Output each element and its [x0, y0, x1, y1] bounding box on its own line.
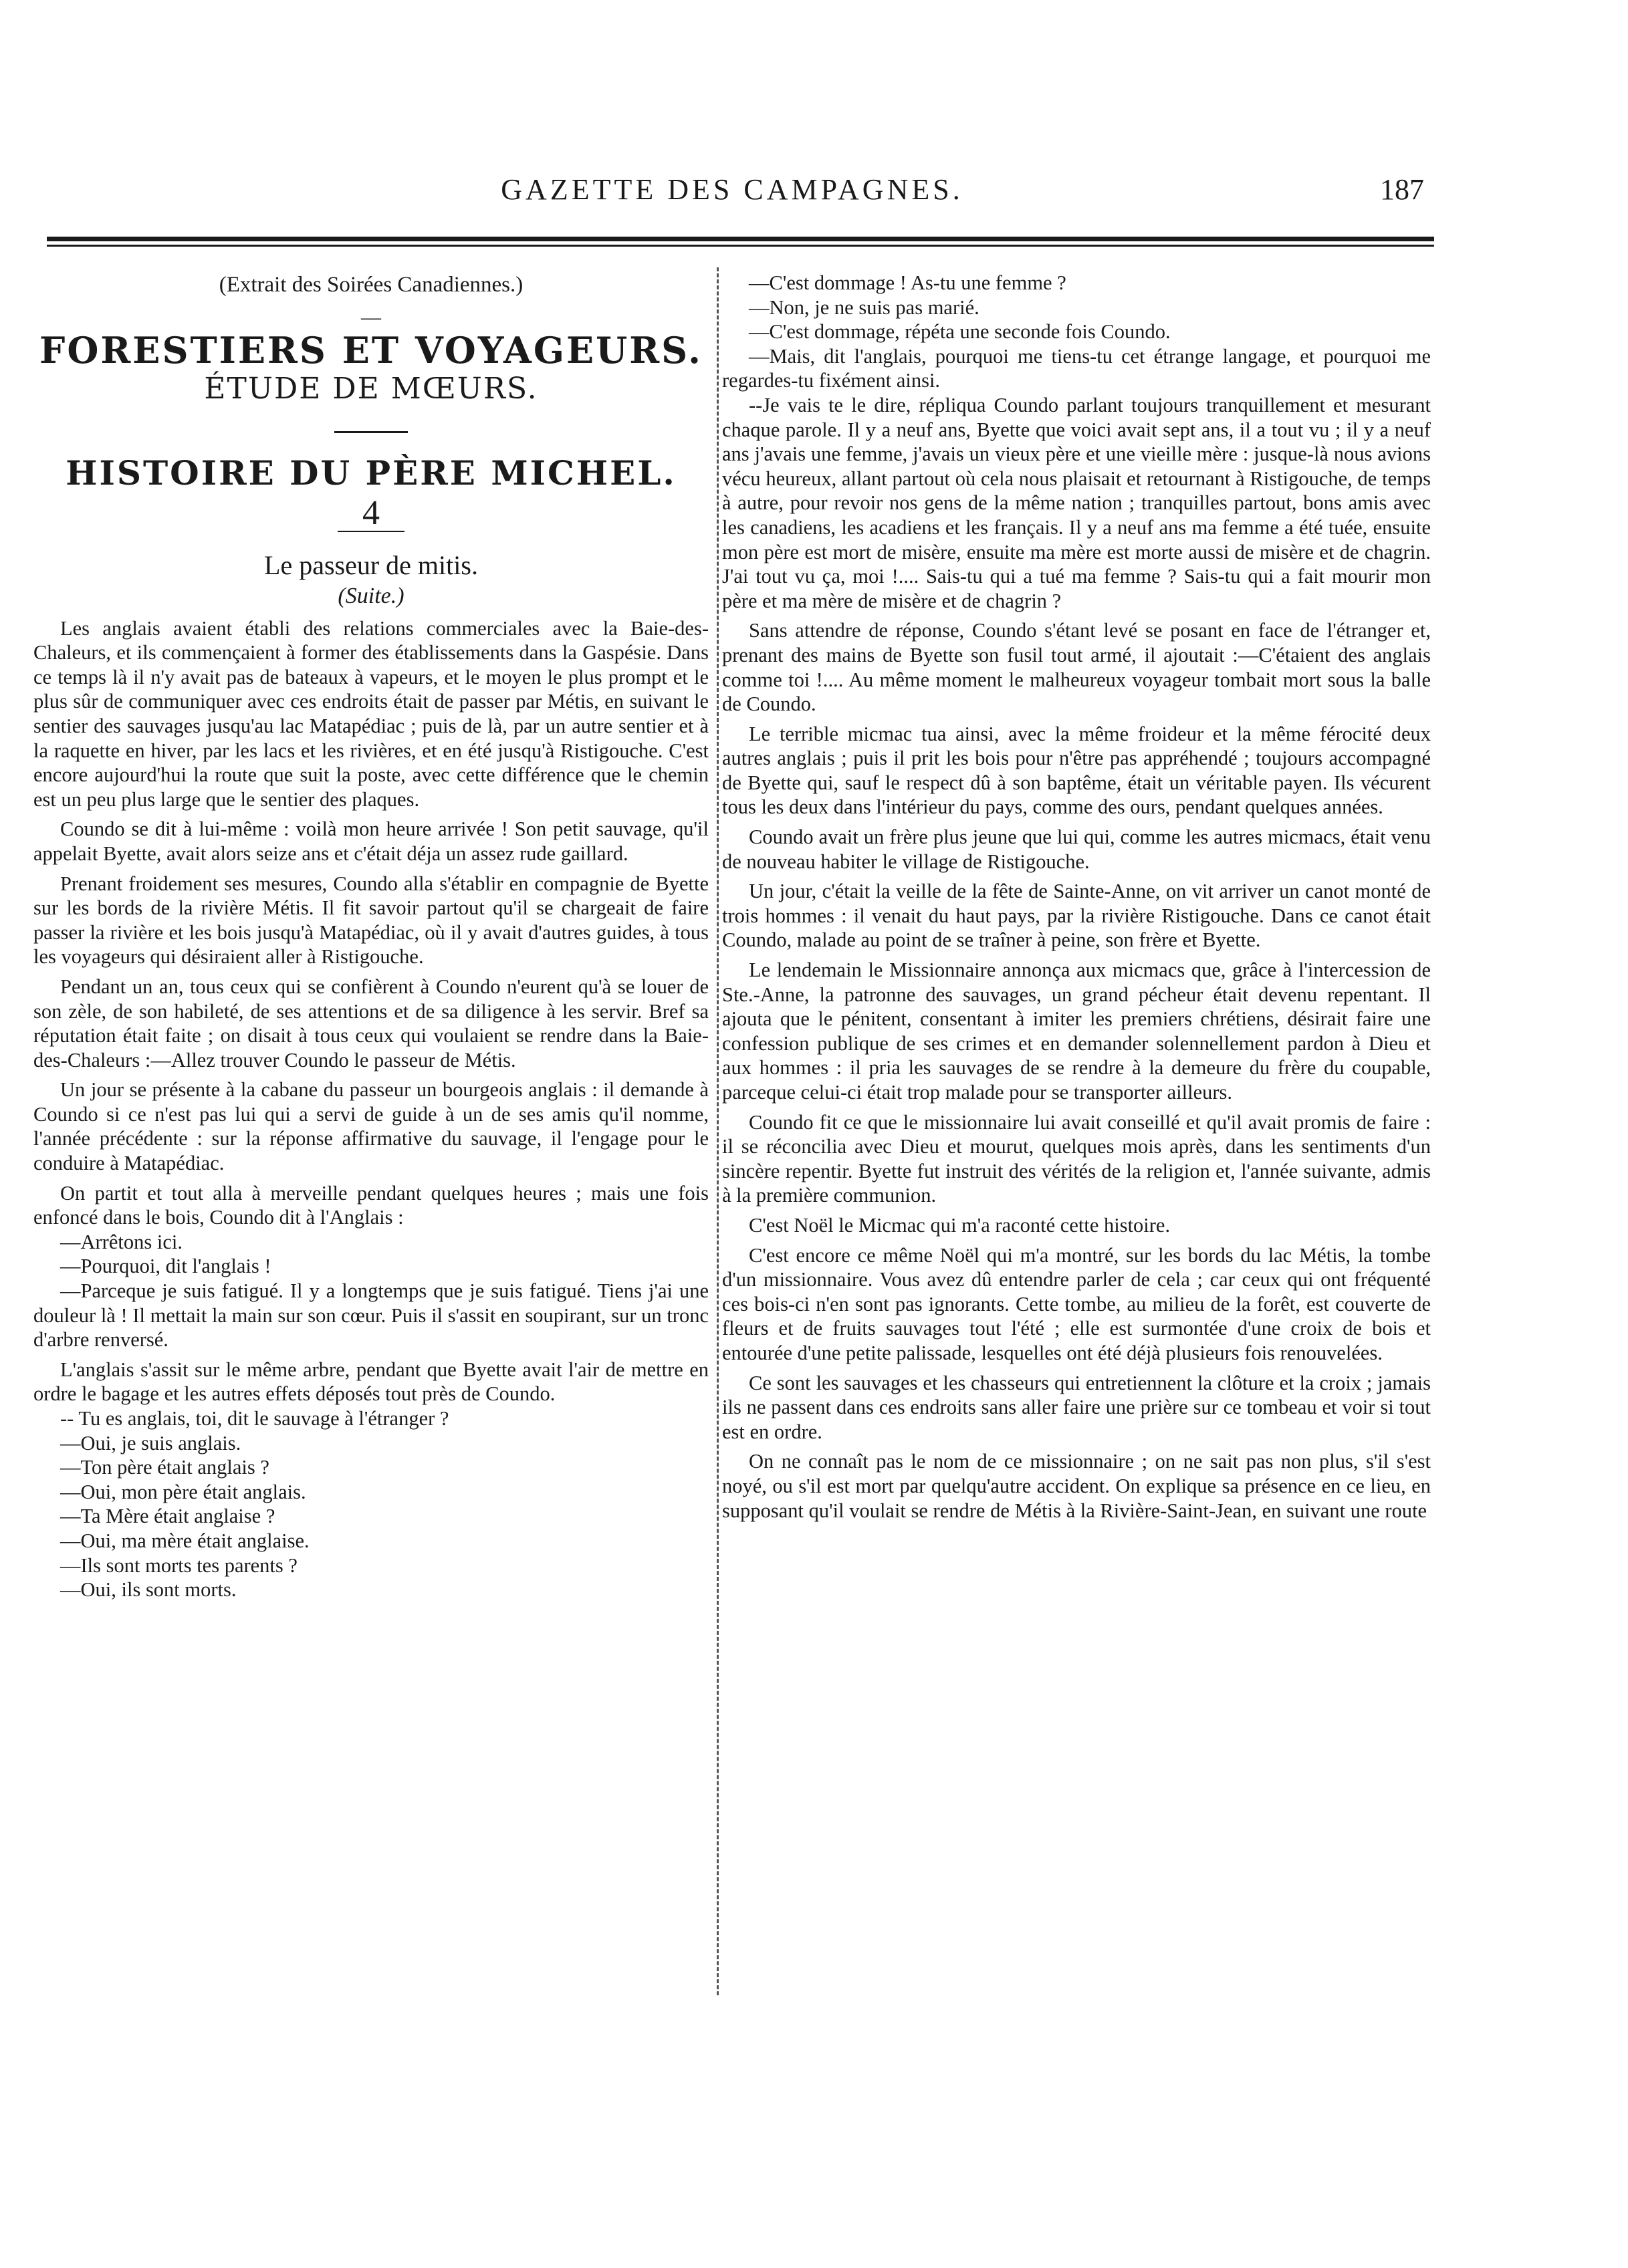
dialog-line: —Oui, mon père était anglais. — [60, 1480, 306, 1503]
paragraph: L'anglais s'assit sur le même arbre, pendant que Byette avait l'air de mettre en ordre le bagage et les autres effets déposés tout près de Coundo. — [33, 1358, 709, 1406]
paragraph: Un jour, c'était la veille de la fête de Sainte-Anne, on vit arriver un canot monté de trois hommes : il venait du haut pays, par la rivière Ristigouche. Dans ce canot était Coundo, malade au point de se traîner à peine, son frère et Byette. — [722, 880, 1431, 952]
page-number: 187 — [1380, 173, 1424, 206]
separator-rule — [334, 431, 408, 433]
dialog-line: —C'est dommage, répéta une seconde fois Coundo. — [749, 320, 1171, 344]
header-rule-thick — [47, 237, 1434, 241]
column-divider — [717, 267, 719, 1995]
paragraph: Coundo fit ce que le missionnaire lui avait conseillé et qu'il avait promis de faire : il se réconcilia avec Dieu et mourut, quelques mois après, dans les sentiments d'un sincère repentir. Byette fut instruit des vérités de la religion et, l'année suivante, admis à la première communion. — [722, 1110, 1431, 1207]
dialog-line: —Arrêtons ici. — [60, 1230, 183, 1253]
paragraph: C'est encore ce même Noël qui m'a montré, sur les bords du lac Métis, la tombe d'un missionnaire. Vous avez dû entendre parler de cela ; car ceux qui ont fréquenté ces bois-ci n'en sont pas ignorants. Cette tombe, au milieu de la forêt, est couverte de fleurs et de fruits sauvages tout l'été ; elle est surmontée d'une croix de bois et entourée d'une petite palissade, lesquelles ont été déjà plusieurs fois renouvelées. — [722, 1243, 1431, 1364]
source-note: (Extrait des Soirées Canadiennes.) — [219, 273, 524, 297]
paragraph: Sans attendre de réponse, Coundo s'étant levé se posant en face de l'étranger et, prenant des mains de Byette son fusil tout armé, il ajoutait :—C'étaient des anglais comme toi !.... Au même moment le malheureux voyageur tombait mort sous la balle de Coundo. — [722, 619, 1431, 716]
dialog-line: —Non, je ne suis pas marié. — [749, 295, 979, 319]
paragraph: Le terrible micmac tua ainsi, avec la même froideur et la même férocité deux autres anglais ; puis il prit les bois pour n'être pas appréhendé ; toujours accompagné de Byette qui, sauf le respect dû à son baptême, était un véritable payen. Ils vécurent tous les deux dans l'intérieur du pays, comme des ours, pendant quelques années. — [722, 722, 1431, 819]
section-heading: FORESTIERS ET VOYAGEURS. — [39, 328, 703, 372]
paragraph: C'est Noël le Micmac qui m'a raconté cette histoire. — [749, 1213, 1171, 1237]
paragraph: On ne connaît pas le nom de ce missionnaire ; on ne sait pas non plus, s'il s'est noyé, ou s'il est mort par quelqu'autre accident. On explique sa présence en ce lieu, en supposant qu'il voulait se rendre de Métis à la Rivière-Saint-Jean, en suivant une route — [722, 1450, 1431, 1522]
dialog-line: —Parceque je suis fatigué. Il y a longtemps que je suis fatigué. Tiens j'ai une douleur là ! Il mettait la main sur son cœur. Puis il s'assit en soupirant, sur un tronc d'arbre renversé. — [33, 1279, 709, 1352]
dialog-line: —C'est dommage ! As-tu une femme ? — [749, 271, 1066, 294]
chapter-number: 4 — [362, 493, 380, 532]
section-subheading: ÉTUDE DE MŒURS. — [204, 371, 538, 406]
separator-dash: — — [361, 305, 381, 328]
paragraph: Les anglais avaient établi des relations commerciales avec la Baie-des-Chaleurs, et ils commençaient à former des établissements dans la Gaspésie. Dans ce temps là il n'y avait pas de bateaux à vapeurs, et le moyen le plus prompt et le plus sûr de communiquer avec ces endroits était de passer par Métis, en suivant le sentier des sauvages jusqu'au lac Matapédiac ; puis de là, par un autre sentier et à la raquette en hiver, par les lacs et les rivières, et en été jusqu'à Ristigouche. C'est encore aujourd'hui la route que suit la poste, avec cette différence que le chemin est un peu plus large que le sentier des plaques. — [33, 616, 709, 811]
paragraph: Un jour se présente à la cabane du passeur un bourgeois anglais : il demande à Coundo si ce n'est pas lui qui a servi de guide à un de ses amis qu'il nomme, l'année précédente : sur la réponse affirmative du sauvage, il l'engage pour le conduire à Matapédiac. — [33, 1078, 709, 1175]
paragraph: Pendant un an, tous ceux qui se confièrent à Coundo n'eurent qu'à se louer de son zèle, de son habileté, de ses attentions et de sa diligence à les servir. Bref sa réputation était faite ; on disait à tous ceux qui voulaient se rendre dans la Baie-des-Chaleurs :—Allez trouver Coundo le passeur de Métis. — [33, 975, 709, 1072]
dialog-line: —Oui, ma mère était anglaise. — [60, 1529, 310, 1552]
paragraph: Ce sont les sauvages et les chasseurs qui entretiennent la clôture et la croix ; jamais ils ne passent dans ces endroits sans aller faire une prière sur ce tombeau et voir si tout est en ordre. — [722, 1371, 1431, 1443]
paragraph: Coundo se dit à lui-même : voilà mon heure arrivée ! Son petit sauvage, qu'il appelait Byette, avait alors seize ans et c'était déja un assez rude gaillard. — [33, 817, 709, 865]
right-column — [722, 271, 1431, 1523]
dialog-line: —Pourquoi, dit l'anglais ! — [60, 1255, 271, 1278]
dialog-line: —Ton père était anglais ? — [60, 1456, 269, 1479]
dialog-line: —Oui, ils sont morts. — [60, 1578, 237, 1602]
dialog-line: —Oui, je suis anglais. — [60, 1431, 241, 1455]
paragraph: Le lendemain le Missionnaire annonça aux micmacs que, grâce à l'intercession de Ste.-Anne, la patronne des sauvages, un grand pécheur était devenu repentant. Il ajouta que le pénitent, consentant à imiter les premiers chrétiens, désirait faire une confession publique de ses crimes et en demander solennellement pardon à Dieu et aux hommes : il pria les sauvages de se rendre à la demeure du frère du coupable, parceque celui-ci était trop malade pour se transporter ailleurs. — [722, 959, 1431, 1104]
continued-note: (Suite.) — [338, 583, 404, 608]
paragraph: Prenant froidement ses mesures, Coundo alla s'établir en compagnie de Byette sur les bords de la rivière Métis. Il fit savoir partout qu'il se chargeait de faire passer la rivière et les bois jusqu'à Matapédiac, où il y avait d'autres guides, à tous les voyageurs qui désiraient aller à Ristigouche. — [33, 872, 709, 969]
header-rule-thin — [47, 245, 1434, 247]
dialog-line: —Ils sont morts tes parents ? — [60, 1553, 298, 1577]
dialog-line: —Mais, dit l'anglais, pourquoi me tiens-tu cet étrange langage, et pourquoi me regardes-tu fixément ainsi. — [722, 344, 1431, 392]
story-title: HISTOIRE DU PÈRE MICHEL. — [66, 453, 677, 493]
page-header — [40, 172, 1424, 215]
dialog-line: —Ta Mère était anglaise ? — [60, 1505, 275, 1528]
left-column — [33, 273, 709, 1602]
dialog-line: -- Tu es anglais, toi, dit le sauvage à l'étranger ? — [60, 1407, 449, 1430]
paragraph: Coundo avait un frère plus jeune que lui qui, comme les autres micmacs, était venu de nouveau habiter le village de Ristigouche. — [722, 826, 1431, 873]
paragraph: On partit et tout alla à merveille pendant quelques heures ; mais une fois enfoncé dans le bois, Coundo dit à l'Anglais : — [33, 1181, 709, 1229]
newspaper-title: GAZETTE DES CAMPAGNES. — [501, 173, 963, 206]
chapter-title: Le passeur de mitis. — [264, 549, 478, 580]
dialog-line: --Je vais te le dire, répliqua Coundo parlant toujours tranquillement et mesurant chaque parole. Il y a neuf ans, Byette que voici avait sept ans, il a tout vu ; il y a neuf ans j'avais une femme, j'avais un vieux père et une vieille mère : jusque-là nous avions vécu heureux, allant partout où cela nous plaisait et retournant à Ristigouche, de temps à autre, pour revoir nos gens de la même nation ; tranquilles partout, bons amis avec les canadiens, les acadiens et les français. Il y a neuf ans ma femme a été tuée, ensuite mon père est mort de misère, ensuite ma mère est morte aussi de misère et de chagrin. J'ai tout vu ça, moi !.... Sais-tu qui a tué ma femme ? Sais-tu qui a fait mourir mon père et ma mère de misère et de chagrin ? — [722, 393, 1431, 612]
